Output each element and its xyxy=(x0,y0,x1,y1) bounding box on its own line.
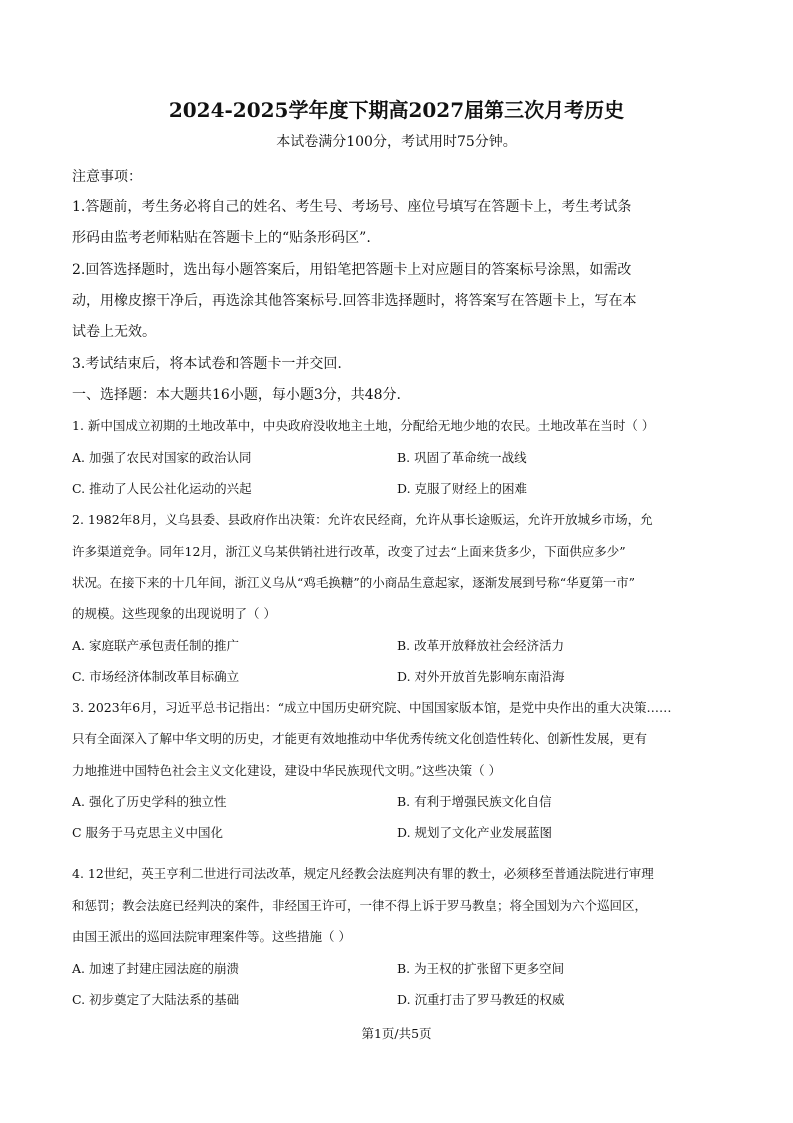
question-3-option-c: C 服务于马克思主义中国化 xyxy=(72,825,224,840)
question-3-text: 只有全面深入了解中华文明的历史，才能更有效地推动中华优秀传统文化创造性转化、创新性发展，更有 xyxy=(72,731,648,746)
question-4-text: 由国王派出的巡回法院审理案件等。这些措施（ ） xyxy=(72,929,351,944)
notes-line: 3.考试结束后，将本试卷和答题卡一并交回. xyxy=(72,356,342,372)
notes-line: 2.回答选择题时，选出每小题答案后，用铅笔把答题卡上对应题目的答案标号涂黑，如需改 xyxy=(72,262,632,278)
section-heading: 一、选择题：本大题共16小题，每小题3分，共48分. xyxy=(72,387,401,403)
question-4-text: 和惩罚；教会法庭已经判决的案件，非经国王许可，一律不得上诉于罗马教皇；将全国划为六个巡回区， xyxy=(72,898,648,913)
exam-title: 2024-2025学年度下期高2027届第三次月考历史 xyxy=(168,98,625,122)
notes-line: 试卷上无效。 xyxy=(72,324,156,340)
notes-line: 形码由监考老师粘贴在答题卡上的“贴条形码区”. xyxy=(72,230,371,246)
question-3-option-b: B. 有利于增强民族文化自信 xyxy=(397,794,552,809)
question-4-option-a: A. 加速了封建庄园法庭的崩溃 xyxy=(72,961,239,976)
question-3-option-a: A. 强化了历史学科的独立性 xyxy=(72,794,227,809)
page-number: 第1页/共5页 xyxy=(361,1026,432,1041)
notes-line: 动，用橡皮擦干净后，再选涂其他答案标号.回答非选择题时，将答案写在答题卡上，写在本 xyxy=(72,293,637,309)
question-1-option-a: A. 加强了农民对国家的政治认同 xyxy=(72,450,252,465)
question-3-text: 力地推进中国特色社会主义文化建设，建设中华民族现代文明。”这些决策（ ） xyxy=(72,763,502,778)
question-2-text: 的规模。这些现象的出现说明了（ ） xyxy=(72,606,276,621)
question-4-text: 4. 12世纪，英王亨利二世进行司法改革，规定凡经教会法庭判决有罪的教士，必须移至普通法院进行审理 xyxy=(72,866,654,881)
question-2-option-a: A. 家庭联产承包责任制的推广 xyxy=(72,638,239,653)
exam-subtitle: 本试卷满分100分，考试用时75分钟。 xyxy=(276,134,517,150)
question-2-option-c: C. 市场经济体制改革目标确立 xyxy=(72,669,240,684)
question-1-option-c: C. 推动了人民公社化运动的兴起 xyxy=(72,481,252,496)
question-2-option-b: B. 改革开放释放社会经济活力 xyxy=(397,638,565,653)
question-4-option-d: D. 沉重打击了罗马教廷的权威 xyxy=(397,992,565,1007)
question-3-text: 3. 2023年6月，习近平总书记指出：“成立中国历史研究院、中国国家版本馆，是党中央作出的重大决策…… xyxy=(72,700,672,715)
question-1-option-b: B. 巩固了革命统一战线 xyxy=(397,450,527,465)
question-2-text: 2. 1982年8月，义乌县委、县政府作出决策：允许农民经商，允许从事长途贩运，允许开放城乡市场，允 xyxy=(72,512,653,527)
notes-heading: 注意事项： xyxy=(72,169,142,185)
question-1-text: 1. 新中国成立初期的土地改革中，中央政府没收地主土地，分配给无地少地的农民。土地改革在当时（ ） xyxy=(72,418,655,433)
question-4-option-b: B. 为王权的扩张留下更多空间 xyxy=(397,961,565,976)
question-4-option-c: C. 初步奠定了大陆法系的基础 xyxy=(72,992,240,1007)
notes-line: 1.答题前，考生务必将自己的姓名、考生号、考场号、座位号填写在答题卡上，考生考试条 xyxy=(72,199,632,215)
question-2-text: 许多渠道竞争。同年12月，浙江义乌某供销社进行改革，改变了过去“上面来货多少，下面供应多少” xyxy=(72,544,626,559)
question-2-option-d: D. 对外开放首先影响东南沿海 xyxy=(397,669,565,684)
question-1-option-d: D. 克服了财经上的困难 xyxy=(397,481,528,496)
question-2-text: 状况。在接下来的十几年间，浙江义乌从“鸡毛换糖”的小商品生意起家，逐渐发展到号称“华夏第一市” xyxy=(72,575,636,590)
question-3-option-d: D. 规划了文化产业发展蓝图 xyxy=(397,825,553,840)
